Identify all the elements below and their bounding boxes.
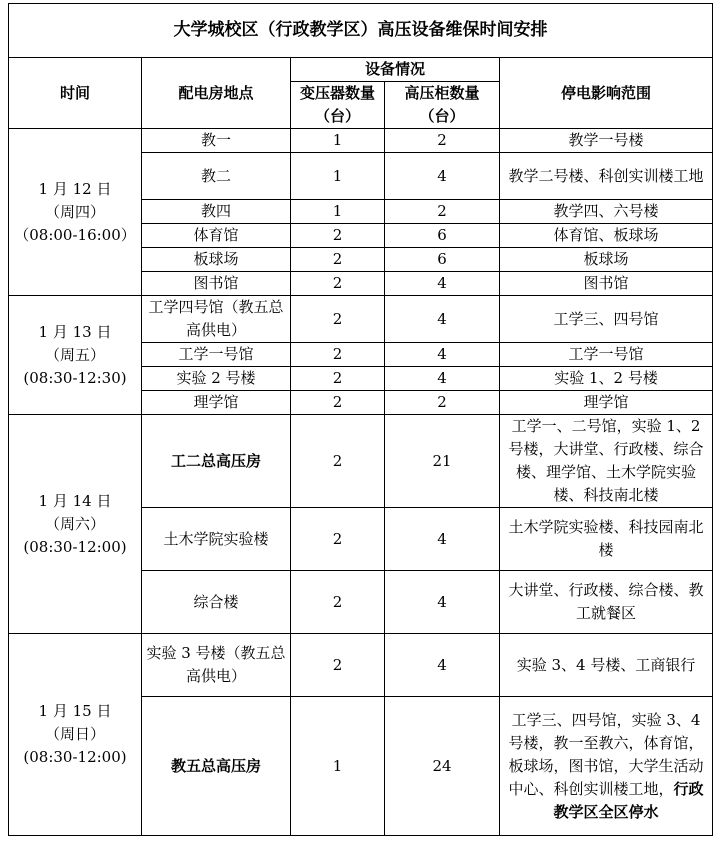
- table-row: [9, 634, 713, 697]
- date-text: 1 月 14 日: [38, 491, 112, 510]
- transformers-cell: 1: [291, 200, 385, 224]
- transformers-cell: 2: [291, 571, 385, 634]
- scope-cell: 体育馆、板球场: [500, 224, 713, 248]
- scope-cell: 板球场: [500, 248, 713, 272]
- header-time: 时间: [9, 58, 142, 129]
- time-range-text: (08:30-12:30): [23, 368, 127, 387]
- cabinets-cell: 4: [385, 296, 500, 343]
- transformers-cell: 1: [291, 153, 385, 200]
- transformers-cell: 1: [291, 129, 385, 153]
- table-row: [9, 296, 713, 343]
- date-text: 1 月 13 日: [38, 322, 112, 341]
- time-cell: [9, 634, 142, 836]
- scope-cell: 教学一号楼: [500, 129, 713, 153]
- transformers-cell: 2: [291, 248, 385, 272]
- table-row: [9, 415, 713, 508]
- time-range-text: (08:30-12:00): [23, 537, 127, 556]
- cabinets-cell: 2: [385, 129, 500, 153]
- location-cell: 理学馆: [142, 391, 291, 415]
- cabinets-cell: 24: [385, 697, 500, 836]
- location-cell: 体育馆: [142, 224, 291, 248]
- cabinets-cell: 4: [385, 634, 500, 697]
- scope-cell: 教学二号楼、科创实训楼工地: [500, 153, 713, 200]
- scope-cell: 土木学院实验楼、科技园南北楼: [500, 508, 713, 571]
- transformers-cell: 2: [291, 367, 385, 391]
- weekday-text: （周日）: [44, 725, 105, 743]
- scope-cell: 图书馆: [500, 272, 713, 296]
- time-cell: [9, 296, 142, 415]
- weekday-text: （周五）: [44, 345, 105, 364]
- weekday-text: （周六）: [44, 514, 105, 533]
- header-scope: 停电影响范围: [500, 58, 713, 129]
- cabinets-cell: 4: [385, 153, 500, 200]
- transformers-cell: 2: [291, 391, 385, 415]
- scope-cell: 实验 3、4 号楼、工商银行: [500, 634, 713, 697]
- cabinets-cell: 6: [385, 224, 500, 248]
- table-title: 大学城校区（行政教学区）高压设备维保时间安排: [9, 4, 713, 58]
- header-transformers: 变压器数量（台）: [291, 82, 385, 129]
- scope-cell: 工学三、四号馆: [500, 296, 713, 343]
- scope-cell: 教学四、六号楼: [500, 200, 713, 224]
- scope-cell: 理学馆: [500, 391, 713, 415]
- location-cell: 工二总高压房: [142, 415, 291, 508]
- transformers-cell: 2: [291, 508, 385, 571]
- location-cell: 工学一号馆: [142, 343, 291, 367]
- table-row: [9, 129, 713, 153]
- scope-cell: 工学一、二号馆，实验 1、2 号楼，大讲堂、行政楼、综合楼、理学馆、土木学院实验楼、科技南北楼: [500, 415, 713, 508]
- location-cell: 实验 2 号楼: [142, 367, 291, 391]
- scope-cell: 实验 1、2 号楼: [500, 367, 713, 391]
- cabinets-cell: 6: [385, 248, 500, 272]
- cabinets-cell: 2: [385, 200, 500, 224]
- header-hv-cabinets: 高压柜数量（台）: [385, 82, 500, 129]
- location-cell: 教四: [142, 200, 291, 224]
- transformers-cell: 2: [291, 296, 385, 343]
- cabinets-cell: 2: [385, 391, 500, 415]
- transformers-cell: 2: [291, 224, 385, 248]
- time-range-text: （08:00-16:00）: [14, 225, 136, 244]
- transformers-cell: 1: [291, 697, 385, 836]
- cabinets-cell: 21: [385, 415, 500, 508]
- cabinets-cell: 4: [385, 343, 500, 367]
- cabinets-cell: 4: [385, 571, 500, 634]
- location-cell: 教五总高压房: [142, 697, 291, 836]
- location-cell: 实验 3 号楼（教五总高供电）: [142, 634, 291, 697]
- transformers-cell: 2: [291, 343, 385, 367]
- transformers-cell: 2: [291, 415, 385, 508]
- date-text: 1 月 15 日: [38, 702, 112, 720]
- location-cell: 教二: [142, 153, 291, 200]
- transformers-cell: 2: [291, 272, 385, 296]
- location-cell: 综合楼: [142, 571, 291, 634]
- header-location: 配电房地点: [142, 58, 291, 129]
- scope-cell: [500, 697, 713, 836]
- scope-cell: 工学一号馆: [500, 343, 713, 367]
- cabinets-cell: 4: [385, 367, 500, 391]
- scope-water-cut-notice: 行政教学区全区停水: [553, 779, 704, 821]
- maintenance-schedule-table: [8, 3, 713, 836]
- transformers-cell: 2: [291, 634, 385, 697]
- location-cell: 图书馆: [142, 272, 291, 296]
- time-range-text: (08:30-12:00): [23, 748, 127, 766]
- scope-text: 工学三、四号馆，实验 3、4 号楼，教一至教六，体育馆，板球场，图书馆，大学生活动中心、科创实训楼工地，: [508, 710, 704, 798]
- location-cell: 教一: [142, 129, 291, 153]
- date-text: 1 月 12 日: [38, 179, 112, 198]
- cabinets-cell: 4: [385, 272, 500, 296]
- location-cell: 工学四号馆（教五总高供电）: [142, 296, 291, 343]
- time-cell: [9, 415, 142, 634]
- location-cell: 板球场: [142, 248, 291, 272]
- header-equipment: 设备情况: [291, 58, 500, 82]
- time-cell: [9, 129, 142, 296]
- cabinets-cell: 4: [385, 508, 500, 571]
- location-cell: 土木学院实验楼: [142, 508, 291, 571]
- weekday-text: （周四）: [44, 202, 105, 221]
- scope-cell: 大讲堂、行政楼、综合楼、教工就餐区: [500, 571, 713, 634]
